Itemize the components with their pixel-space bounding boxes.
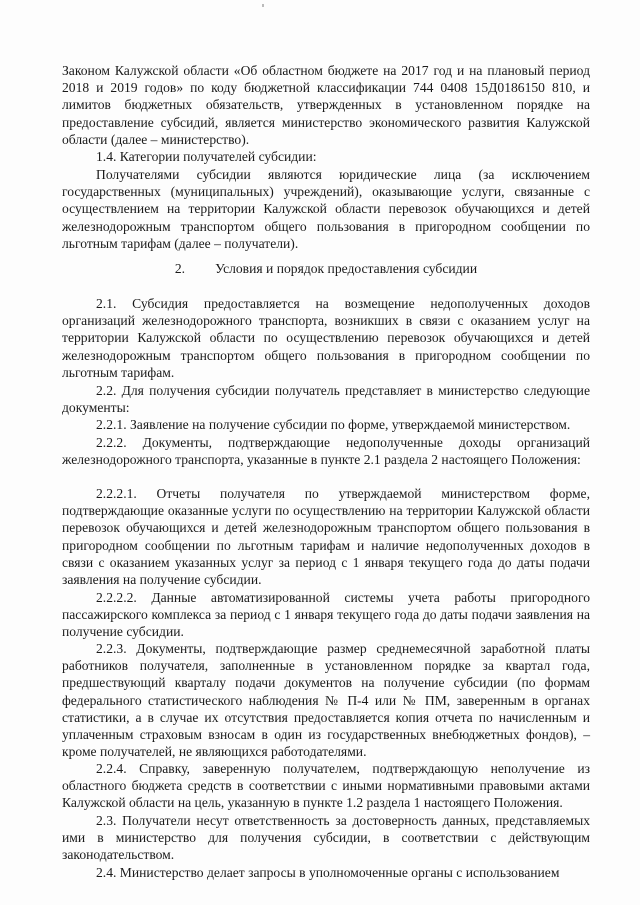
paragraph-recipients: Получателями субсидии являются юридические лица (за исключением государственных (муниципальных) учреждений), оказывающие услуги, связанные с осуществлением на территории Калужской области перевозок обучающихся и детей железнодорожным транспортом общего пользования в пригородном сообщении по льготным тарифам (далее – получатели). xyxy=(62,167,590,251)
paragraph-2-2-3: 2.2.3. Документы, подтверждающие размер среднемесячной заработной платы работников получателя, заполненные в установленном порядке за квартал года, предшествующий кварталу подачи документов на получение субсидии (по формам федерального статистического наблюдения № П-4 или № ПМ, заверенным в органах статистики, а в случае их отсутствия предоставляется копия отчета по начисленным и уплаченным страховым взносам в один из государственных внебюджетных фондов), – кроме получателей, не являющихся работодателями. xyxy=(62,641,590,760)
paragraph-2-2-1: 2.2.1. Заявление на получение субсидии по форме, утверждаемой министерством. xyxy=(96,417,571,432)
paragraph-2-2-2-2: 2.2.2.2. Данные автоматизированной системы учета работы пригородного пассажирского комплекса за период с 1 января текущего года до даты подачи заявления на получение субсидии. xyxy=(62,590,590,640)
scan-mark xyxy=(262,4,264,7)
section-title: Условия и порядок предоставления субсидии xyxy=(215,261,478,276)
section-heading xyxy=(62,260,590,277)
paragraph-2-2: 2.2. Для получения субсидии получатель представляет в министерство следующие документы: xyxy=(62,383,590,416)
paragraph-2-2-2: 2.2.2. Документы, подтверждающие недополученные доходы организаций железнодорожного транспорта, указанные в пункте 2.1 раздела 2 настоящего Положения: xyxy=(62,435,590,468)
section-number: 2. xyxy=(174,261,186,276)
paragraph-budget-law: Законом Калужской области «Об областном бюджете на 2017 год и на плановый период 2018 и 2019 годов» по коду бюджетной классификации 744 0408 15Д0186150 810, и лимитов бюджетных обязательств, утвержденных в установленном порядке на предоставление субсидий, является министерство экономического развития Калужской области (далее – министерство). xyxy=(62,63,590,147)
paragraph-recipient-categories-title: 1.4. Категории получателей субсидии: xyxy=(96,149,317,164)
paragraph-2-2-2-1: 2.2.2.1. Отчеты получателя по утверждаемой министерством форме, подтверждающие оказанные услуги по осуществлению на территории Калужской области перевозок обучающихся и детей железнодорожным транспортом общего пользования в пригородном сообщении по льготным тарифам и наличие недополученных доходов в связи с оказанием указанных услуг за период с 1 января текущего года до даты подачи заявления на получение субсидии. xyxy=(62,486,590,588)
paragraph-2-2-4: 2.2.4. Справку, заверенную получателем, подтверждающую неполучение из областного бюджета средств в соответствии с иными нормативными правовыми актами Калужской области на цель, указанную в пункте 1.2 раздела 1 настоящего Положения. xyxy=(62,761,590,811)
paragraph-2-1: 2.1. Субсидия предоставляется на возмещение недополученных доходов организаций железнодорожного транспорта, возникших в связи с оказанием услуг на территории Калужской области по осуществлению перевозок обучающихся и детей железнодорожным транспортом общего пользования в пригородном сообщении по льготным тарифам. xyxy=(62,296,590,380)
paragraph-2-4: 2.4. Министерство делает запросы в уполномоченные органы с использованием xyxy=(96,865,560,880)
paragraph-2-3: 2.3. Получатели несут ответственность за достоверность данных, представляемых ими в министерство для получения субсидии, в соответствии с действующим законодательством. xyxy=(62,813,590,863)
